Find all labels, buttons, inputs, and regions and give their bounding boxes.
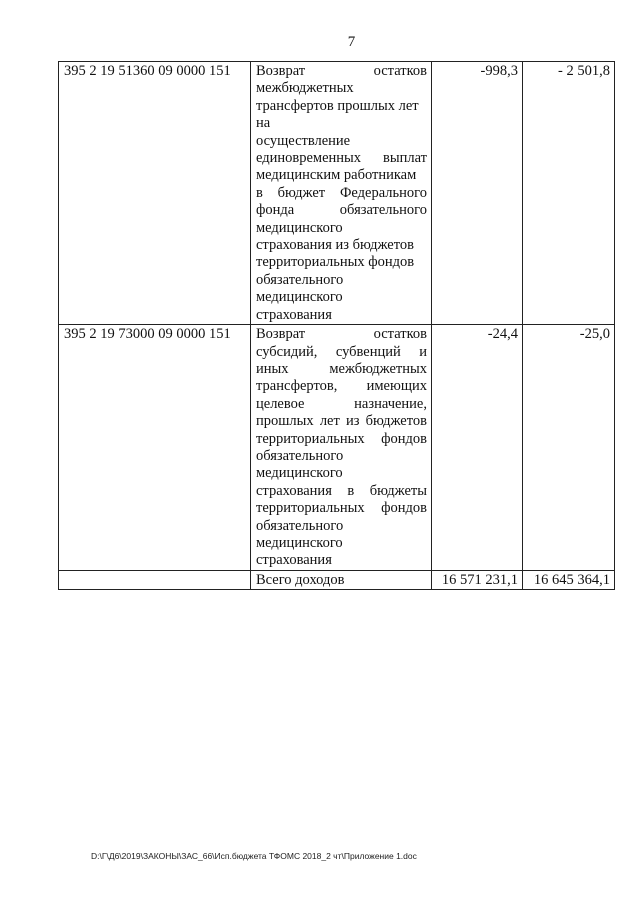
description-line: страхования xyxy=(256,552,332,569)
description-cell xyxy=(251,62,432,325)
table-row xyxy=(59,62,615,325)
description-line: фонда обязательного xyxy=(256,202,427,219)
description-line: субсидий, субвенций и xyxy=(256,343,427,360)
description-line: медицинского xyxy=(256,289,343,306)
description-line: территориальных фондов xyxy=(256,254,415,271)
description-line: страхования xyxy=(256,306,332,323)
description-line: территориальных фондов xyxy=(256,500,427,517)
total-label: Всего доходов xyxy=(251,570,432,589)
description-line: медицинского xyxy=(256,219,343,236)
description-line: медицинским работникам xyxy=(256,167,417,184)
table-row xyxy=(59,325,615,571)
total-amount-second: 16 645 364,1 xyxy=(523,570,615,589)
description-line: прошлых лет из бюджетов xyxy=(256,413,427,430)
description-line: единовременных выплат xyxy=(256,150,427,167)
description-line: страхования из бюджетов xyxy=(256,237,414,254)
description-line: иных межбюджетных xyxy=(256,360,427,377)
total-amount-2018: 16 571 231,1 xyxy=(432,570,523,589)
page-number: 7 xyxy=(347,34,356,50)
description-cell xyxy=(251,325,432,571)
description-line: обязательного xyxy=(256,271,344,288)
description-line: в бюджет Федерального xyxy=(256,184,427,201)
description-line: трансфертов прошлых лет xyxy=(256,97,419,114)
amount-2018-cell: -998,3 xyxy=(432,62,523,325)
amount-second-cell: - 2 501,8 xyxy=(523,62,615,325)
description-line: на xyxy=(256,115,271,132)
total-row xyxy=(59,570,615,589)
description-line: территориальных фондов xyxy=(256,430,427,447)
description-line: Возврат остатков xyxy=(256,63,427,79)
description-line: осуществление xyxy=(256,132,351,149)
income-table xyxy=(58,61,615,590)
amount-second-cell: -25,0 xyxy=(523,325,615,571)
budget-code-cell: 395 2 19 51360 09 0000 151 xyxy=(59,62,251,325)
description-line: медицинского xyxy=(256,534,343,551)
description-line: межбюджетных xyxy=(256,80,354,97)
description-line: Возврат остатков xyxy=(256,326,427,343)
description-line: медицинского xyxy=(256,465,343,482)
description-line: страхования в бюджеты xyxy=(256,482,427,499)
amount-2018-cell: -24,4 xyxy=(432,325,523,571)
document-file-path: D:\Г\Д6\2019\ЗАКОНЫ\ЗАС_66\Исп.бюджета ТФОМС 2018_2 чт\Приложение 1.doc xyxy=(91,851,417,861)
description-line: трансфертов, имеющих xyxy=(256,378,427,395)
description-line: обязательного xyxy=(256,447,344,464)
description-line: целевое назначение, xyxy=(256,395,427,412)
description-line: обязательного xyxy=(256,517,344,534)
budget-code-cell: 395 2 19 73000 09 0000 151 xyxy=(59,325,251,571)
empty-code-cell xyxy=(59,570,251,589)
